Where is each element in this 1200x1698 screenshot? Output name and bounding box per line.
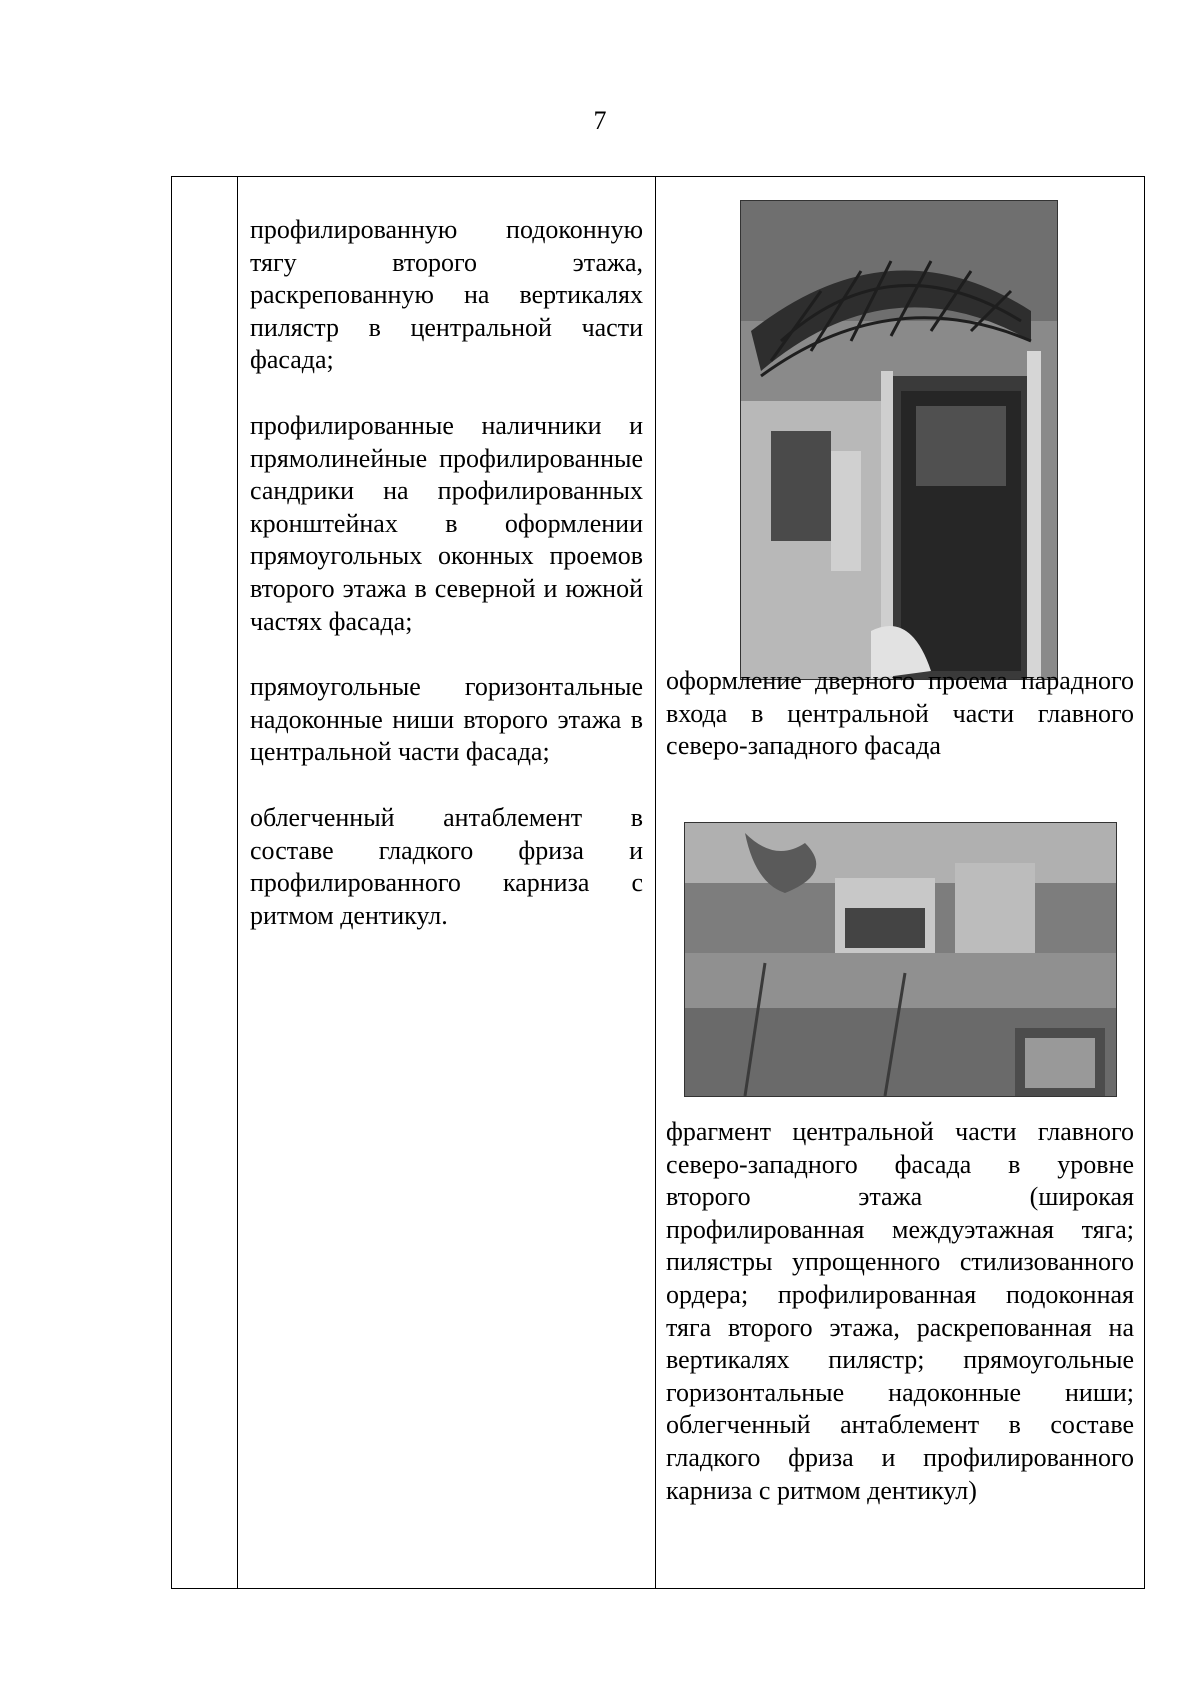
left-text-cell [238, 177, 656, 1589]
facade-fragment-photo [684, 822, 1117, 1097]
number-cell [172, 177, 238, 1589]
feature-paragraph: облегченный антаблемент в составе гладкого фриза и профилированного карниза с ритмом дентикул. [250, 802, 643, 930]
photo-entrance-canopy-icon [741, 201, 1057, 679]
feature-paragraph: прямоугольные горизонтальные надоконные ниши второго этажа в центральной части фасада; [250, 672, 643, 767]
photo-facade-fragment-icon [685, 823, 1116, 1096]
entrance-photo-caption: оформление дверного проема парадного входа в центральной части главного северо-западного фасада [666, 666, 1134, 761]
feature-paragraph: профилированные наличники и прямолинейные профилированные сандрики на профилированных кронштейнах в оформлении прямоугольных оконных проемов второго этажа в северной и южной частях фасада; [250, 410, 643, 636]
facade-fragment-caption: фрагмент центральной части главного северо-западного фасада в уровне второго этажа (широкая профилированная междуэтажная тяга; пилястры упрощенного стилизованного ордера; профилированная подоконная тяга второго этажа, раскрепованная на вертикалях пилястр; прямоугольные горизонтальные надоконные ниши; облегченный антаблемент в составе гладкого фриза и профилированного карниза с ритмом дентикул) [666, 1117, 1134, 1505]
page-number: 7 [593, 106, 607, 135]
entrance-canopy-photo [740, 200, 1058, 680]
description-table [171, 176, 1145, 1589]
right-photo-cell [656, 177, 1145, 1589]
feature-paragraph: профилированную подоконную тягу второго этажа, раскрепованную на вертикалях пилястр в центральной части фасада; [250, 215, 643, 375]
